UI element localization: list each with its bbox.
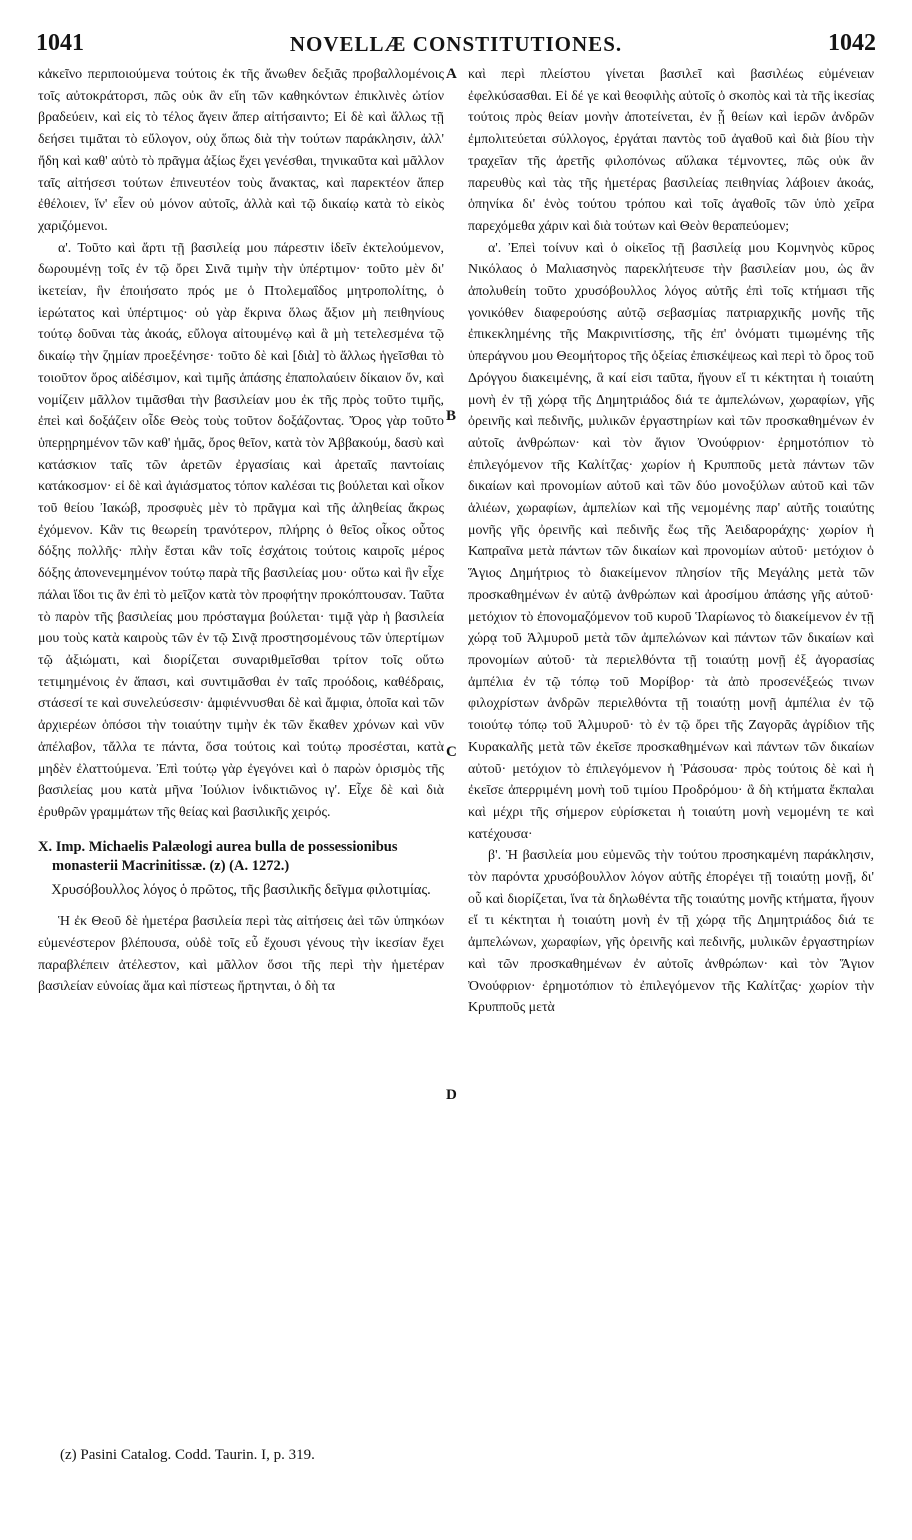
page-header xyxy=(36,30,876,60)
paragraph-alpha-right: α'. Ἐπεὶ τοίνυν καὶ ὁ οἰκεῖος τῇ βασιλείᾳ μου Κομνηνὸς κῦρος Νικόλαος ὁ Μαλιασηνὸς παρεκλήτευσε τὴν βασιλείαν μου, ὡς ἂν ἀπολυθείη τοῦτο χρυσόβουλλος λόγος αὐτῆς ἐπὶ τοῖς κτήμασι τῆς γονικόθεν διαφερούσης αὐτῷ σεβασμίας πατριαρχικῆς μονῆς τῆς ἐπικεκλημένης τῆς Μακρινιτίσσης, τῆς ἐπ' ὀνόματι τιμωμένης τῆς ὑπεράγνου μου Θεομήτορος τῆς ὀξείας ἐπισκέψεως καὶ περὶ τὸ ὄρος τοῦ Δρόγγου διακειμένης, ἃ καί εἰσι ταῦτα, ἤγουν εἴ τι κέκτηται ἡ τοιαύτη μονὴ ἐν τῇ χώρᾳ τῆς Δημητριάδος διά τε ἀμπελώνων, χωραφίων, γῆς ὀρεινῆς καὶ πεδινῆς, μυλικῶν ἐργαστηρίων καὶ τῶν προσκαθημένων ἐν αὐτοῖς ἀνθρώπων· καὶ τὸν ἅγιον Ὀνούφριον· ἐρημοτόπιον τὸ ἐπιλεγόμενον τῆς Καλίτζας· χωρίον ἡ Κρυπποῦς μετὰ πάντων τῶν δικαίων καὶ προνομίων αὐτοῦ καὶ τῶν δύο μονοξύλων αὐτοῦ καὶ τῶν ἁλιέων, χωραφίων, ἀμπελίων καὶ τῆς νεμομένης παρ' αὐτῆς τοιαύτης μονῆς γῆς ὀρεινῆς καὶ πεδινῆς ἕως τῆς Ἀειδαροράχης· χωρίον ἡ Καπραῖνα μετὰ πάντων τῶν δικαίων καὶ προνομίων αὐτοῦ· μετόχιον ὁ Ἅγιος Δημήτριος τὸ διακείμενον πλησίον τῆς Μεγάλης μετὰ τῶν προσκαθημένων ἐν αὐτῷ ἀνθρώπων καὶ ἀροσίμου ἁπάσης γῆς αὐτοῦ· μετόχιον τὸ ἐπονομαζόμενον τοῦ κυροῦ Ἱλαρίωνος τὸ διακείμενον ἐν τῇ χώρᾳ τοῦ Ἁλμυροῦ μετὰ τῶν ἀμπελώνων καὶ πάντων τῶν δικαίων καὶ προνομίων αὐτοῦ· τὰ περιελθόντα τῇ τοιαύτῃ μονῇ ἐξ ἀγορασίας ἀμπέλια ἐν τῷ τόπῳ τοῦ Μορίβορ· τὰ ἀπὸ προσενέξεώς τινων φιλοχρίστων ἀνδρῶν περιελθόντα τῇ τοιαύτῃ μονῇ ἀμπέλια ἐν τῷ τοιούτῳ τόπῳ τοῦ Ἁλμυροῦ· τὸ ἐν τῷ ὄρει τῆς Ζαγορᾶς ἀγρίδιον τῆς Κυρακαλῆς μετὰ τῶν ἐκεῖσε προσκαθημένων καὶ πάντων τῶν δικαίων αὐτοῦ· μετόχιον τὸ ἐπιλεγόμενον ἡ Ῥάσουσα· πρὸς τούτοις δὲ καὶ ἡ ἐκεῖσε ἀπερριμένη μονὴ τοῦ τιμίου Προδρόμου· ἃ δὴ κτήματα ἔκπαλαι καὶ μέχρι τῆς σήμερον εὑρίσκεται ἡ τοιαύτη μονὴ νεμομένη τε καὶ κατέχουσα· xyxy=(468,240,874,842)
left-column xyxy=(38,64,444,998)
margin-letter-b: B xyxy=(446,408,457,424)
right-column xyxy=(468,64,874,1019)
paragraph-continuation: καὶ περὶ πλείστου γίνεται βασιλεῖ καὶ βασιλέως εὐμένειαν ἐφελκύσασθαι. Εἰ δέ γε καὶ θεοφιλὴς αὐτοῖς ὁ σκοπὸς καὶ τὰ τῆς ἱκεσίας τούτοις πρὸς θείαν μονὴν ἀποτείνεται, ἐν ᾗ θείων καὶ ἱερῶν ἀνδρῶν ἐμπολιτεύεται σύλλογος, ἐργάται παντὸς τοῦ ἀγαθοῦ καὶ διὰ βίου τὴν τραχεῖαν τῆς ἀρετῆς φιλοπόνως αὔλακα τέμνοντες, πῶς οὐκ ἂν παρευθὺς καὶ τὰς τῆς ἡμετέρας βασιλείας πειθηνίας λάβοιεν ἀκοάς, ὁπηνίκα δι' ἑνὸς τούτου τρόπου καὶ τοῖς ἀγαθοῖς τῶν ὑπὸ χεῖρα παρεχόμεθα χάριν καὶ διὰ τούτων καὶ Θεὸν θεραπεύομεν; xyxy=(468,67,874,234)
paragraph-alpha: α'. Τοῦτο καὶ ἄρτι τῇ βασιλείᾳ μου πάρεστιν ἰδεῖν ἐκτελούμενον, δωρουμένῃ τοῖς ἐν τῷ ὄρει Σινᾶ τιμὴν τὴν ὑπέρτιμον· τοῦτο μὲν δι' ἱκετείαν, ἣν ἐποιήσατο πρός με ὁ Πτολεμαΐδος μητροπολίτης, ὁ ἱερώτατος καὶ ὑπέρτιμος· οὐ γὰρ ἔκρινα ὅλως ἄξιον μὴ πειθηνίους τούτῳ δοῦναι τὰς ἀκοάς, εὔλογα αἰτουμένῳ καὶ ἃ μὴ τετελεσμένα τῷ δικαίῳ τὴν ζημίαν προεξένησε· τοῦτο δὲ καὶ [διὰ] τὸ ἄλλως ἡγεῖσθαι τὸ τοιοῦτον ὄρος αἰδέσιμον, καὶ τιμῆς ἁπάσης ἐπαπολαύειν δίκαιον ὄν, καὶ νομίζειν μᾶλλον τιμᾶσθαι τὴν βασιλείαν μου ἐκ τῆς πρὸς τοῦτο τιμῆς, ἐπεὶ καὶ δοξάζειν οἶδε Θεὸς τοὺς τοῦτον δοξάζοντας. Ὄρος γὰρ τοῦτο ὑπερῃρημένον τῶν καθ' ἡμᾶς, ὄρος θεῖον, κατὰ τὸν Ἀββακούμ, δασὺ καὶ κατάσκιον ταῖς τῶν ἀρετῶν ἐργασίαις καὶ ἀρεταῖς παντοίαις κατάκοσμον· εἰ δὲ καὶ ἁγιάσματος τόπον καλέσαι τις βούλεται καὶ οἶκον τοῦ θείου Ἰακώβ, προσφυὲς μὲν τὸ πρᾶγμα καὶ τῆς ἀληθείας ἄκρως ἐχόμενον. Κἂν τις θεωρείη τρανότερον, πλήρης ὁ θεῖος οἶκος οὗτος δόξης πολλῆς· πλὴν ἔσται κἂν τοῖς ἐσχάτοις τούτοις καιροῖς μέρος δόξης ἀπονενεμημένον τούτῳ παρὰ τῆς βασιλείας μου· οὕτω καὶ ἣν εἶχε πάλαι ἴδοι τις ἂν ἐπὶ τὸ μεῖζον κατὰ τὸν προφήτην προκόπτουσαν. Ταῦτα τὸ παρὸν τῆς βασιλείας μου πρόσταγμα βούλεται· τιμᾷ γὰρ ἡ βασιλεία μου τοὺς κατὰ καιροὺς τῶν ἐν τῷ Σινᾷ προστησομένους τῶν ὑπερτίμων τῷ ἀξιώματι, καὶ διορίζεται συναριθμεῖσθαι τρίτον τοῖς οὕτω τετιμημένοις ἐν ἅπασι, καὶ συντιμᾶσθαι ἐν ταῖς προόδοις, καθέδραις, στάσεσί τε καὶ συνελεύσεσιν· ἀμφιέννυσθαι δὲ καὶ ἄμφια, ὁποῖα καὶ τῶν ἀρχιερέων ὁπόσοι τὴν τοιαύτην τιμὴν ἐκ τῶν ἔκαθεν χρόνων καὶ νῦν ἀπέλαβον, τἄλλα τε πάντα, ὅσα τούτοις καὶ τούτῳ προσέσται, κατὰ μηδὲν ἐλαττούμενα. Ἐπὶ τούτῳ γὰρ ἐγεγόνει καὶ ὁ παρὼν ὁρισμὸς τῆς βασιλείας μου κατὰ μῆνα Ἰούλιον ἰνδικτιῶνος ιγ'. Εἶχε δὲ καὶ διὰ ἐρυθρῶν γραμμάτων τῆς θείας καὶ βασιλικῆς χειρός. xyxy=(38,240,444,820)
paragraph-document: Ἡ ἐκ Θεοῦ δὲ ἡμετέρα βασιλεία περὶ τὰς αἰτήσεις ἀεὶ τῶν ὑπηκόων εὐμενέστερον βλέπουσα, οὐδὲ τοῖς εὖ ἔχουσι γένους τὴν ἱκεσίαν ἔχει παραβλέπειν ἀτέλεστον, καὶ μᾶλλον ὅσοι τῆς περὶ τὴν ἡμετέραν βασιλείαν εὐνοίας ἅμα καὶ πίστεως ἤρτηνται, ὁ δὴ τα xyxy=(38,914,444,995)
page-number-right: 1042 xyxy=(828,30,876,56)
footnote: (z) Pasini Catalog. Codd. Taurin. I, p. 319. xyxy=(60,1447,315,1463)
paragraph-beta: β'. Ἡ βασιλεία μου εὐμενῶς τὴν τούτου προσηκαμένη παράκλησιν, τὸν παρόντα χρυσόβουλλον λόγον αὐτῆς ἐπορέγει τῇ τοιαύτῃ μονῇ, δι' οὗ καὶ διορίζεται, ἵνα τὰ δηλωθέντα τῆς τοιαύτης μονῆς κτήματα, ἤγουν εἴ τι κέκτηται ἡ τοιαύτη μονὴ ἐν τῇ χώρᾳ τῆς Δημητριάδος διά τε ἀμπελώνων, χωραφίων, γῆς ὀρεινῆς καὶ πεδινῆς, μυλικῶν ἐργαστηρίων καὶ τῶν προσκαθημένων ἐν αὐτοῖς ἀνθρώπων· καὶ τὸν Ἅγιον Ὀνούφριον· ἐρημοτόπιον τὸ ἐπιλεγόμενον τῆς Καλίτζας· χωρίον τὴν Κρυπποῦς μετὰ xyxy=(468,848,874,1016)
margin-letter-a: A xyxy=(446,66,457,82)
paragraph-intro: κἀκεῖνο περιποιούμενα τούτοις ἐκ τῆς ἄνωθεν δεξιᾶς προβαλλομένοις τοῖς αὐτοκράτορσι, πῶς οὐκ ἂν εἴη τῶν καθηκόντων ἐπικλινὲς ὠτίον βραδεύειν, καὶ εἰς τὸ τέλος ἄγειν ἅπερ αἰτήσαιντο; Εἰ δὲ καὶ ἄλλως τῇ δεήσει τιμᾶται τὸ εὔλογον, οὐχ ὅπως διὰ τὴν τούτων παράκλησιν, ἀλλ' ἤδη καὶ καθ' αὑτὸ τὸ πρᾶγμα ἀξίως ἔχει γενέσθαι, τηνικαῦτα καὶ μᾶλλον ταῖς αἰτήσεσι τούτων ἐπινευτέον τοὺς ἄνακτας, καὶ παρεκτέον ἅπερ ἐθέλοιεν, ἵν' εἶεν οὐ μόνον αὐτοῖς, ἀλλὰ καὶ τῷ δικαίῳ κατὰ τὸ εἰκὸς χαριζόμενοι. xyxy=(38,67,444,234)
running-title: NOVELLÆ CONSTITUTIONES. xyxy=(289,32,623,56)
document-title: X. Imp. Michaelis Palæologi aurea bulla de possessionibus monasterii Macrinitissæ. (z) (A. 1272.) xyxy=(38,838,398,874)
document-subtitle: Χρυσόβουλλος λόγος ὁ πρῶτος, τῆς βασιλικῆς δεῖγμα φιλοτιμίας. xyxy=(51,881,431,898)
margin-letter-d: D xyxy=(446,1087,457,1103)
page-number-left: 1041 xyxy=(36,30,84,56)
margin-letter-c: C xyxy=(446,744,457,760)
